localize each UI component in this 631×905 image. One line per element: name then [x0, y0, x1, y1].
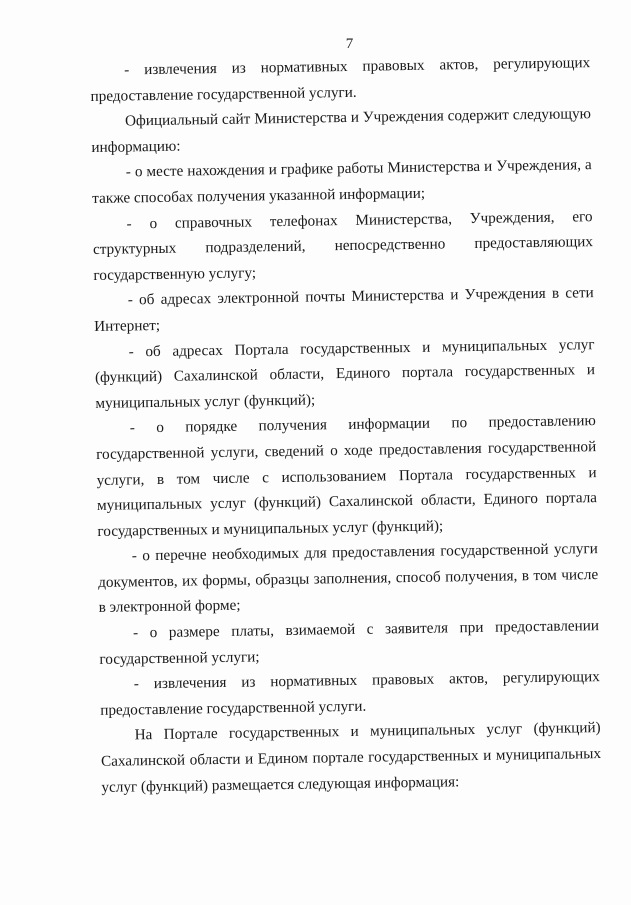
- paragraph-portal-information: На Портале государственных и муниципальных услуг (функций) Сахалинской области и Едином портале государственных и муниципальных услуг (функций) размещается следующая информация:: [100, 719, 602, 796]
- paragraph-email-addresses: - об адресах электронной почты Министерства и Учреждения в сети Интернет;: [94, 284, 594, 335]
- page-number: 7: [345, 36, 354, 52]
- paragraph-location-schedule: - о месте нахождения и графике работы Министерства и Учреждения, а также способах получения указанной информации;: [92, 156, 592, 207]
- paragraph-official-site-info: Официальный сайт Министерства и Учреждения содержит следующую информацию:: [91, 105, 592, 156]
- paragraph-info-procedure: - о порядке получения информации по предоставлению государственной услуги, сведений о ходе предоставления государственной услуги, в том числе с использованием Портала государственных и муниципальных услуг (функций) Сахалинской области, Единого портала государственных и муниципальных услуг (функций);: [96, 412, 598, 540]
- paragraph-extracts-from-acts-1: - извлечения из нормативных правовых актов, регулирующих предоставление государственной услуги.: [90, 54, 591, 105]
- paragraph-reference-phones: - о справочных телефонах Министерства, Учреждения, его структурных подразделений, непосредственно предоставляющих государственную услугу;: [92, 207, 594, 284]
- paragraph-extracts-from-acts-2: - извлечения из нормативных правовых актов, регулирующих предоставление государственной услуги.: [100, 668, 600, 719]
- document-body: [90, 50, 602, 800]
- paragraph-documents-list: - о перечне необходимых для предоставления государственной услуги документов, их формы, образцы заполнения, способ получения, в том числе в электронной форме;: [98, 540, 599, 617]
- paragraph-portal-addresses: - об адресах Портала государственных и муниципальных услуг (функций) Сахалинской области, Единого портала государственных и муниципальных услуг (функций);: [94, 335, 596, 412]
- paragraph-fee-amount: - о размере платы, взимаемой с заявителя при предоставлении государственной услуги;: [99, 617, 600, 668]
